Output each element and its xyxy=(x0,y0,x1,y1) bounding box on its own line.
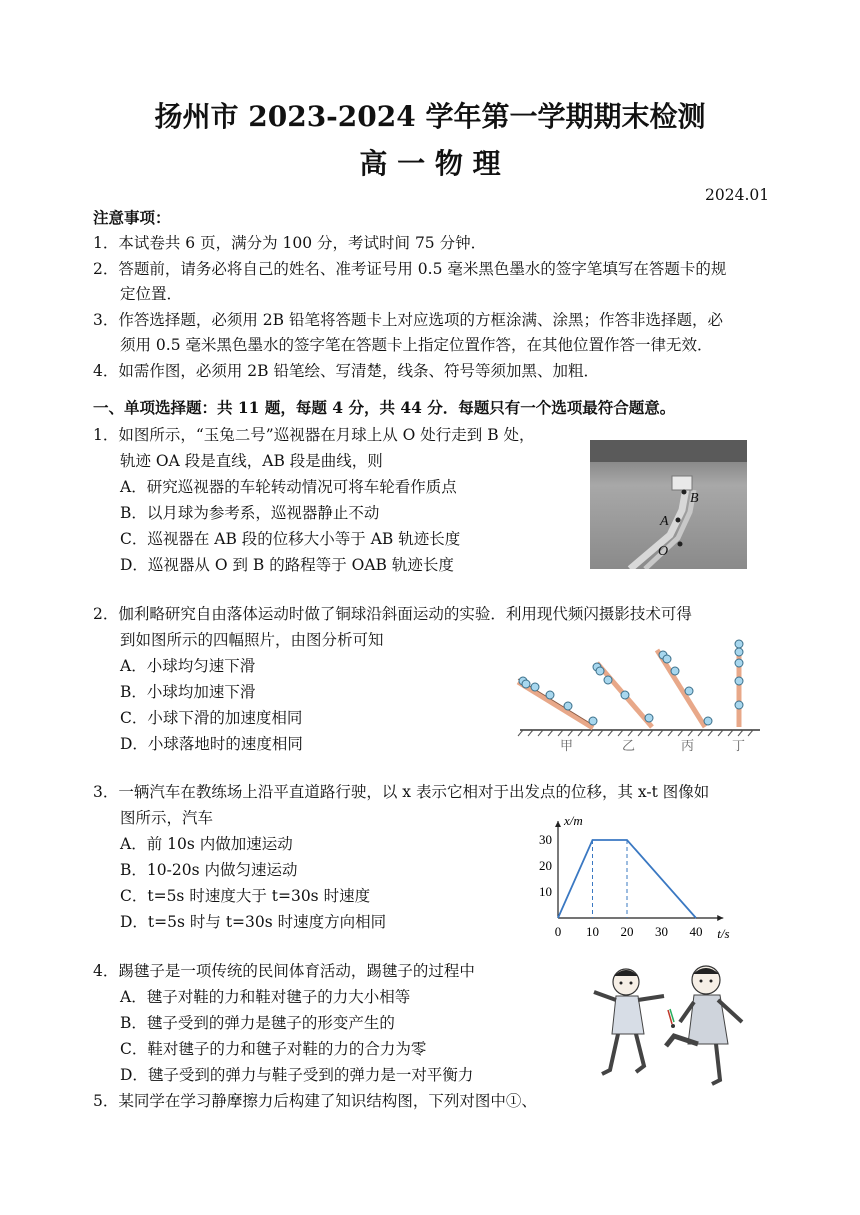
q4-option-d: D．毽子受到的弹力与鞋子受到的弹力是一对平衡力 xyxy=(120,1066,474,1084)
y-tick-label: 10 xyxy=(539,884,552,899)
notice-item: 3．作答选择题，必须用 2B 铅笔将答题卡上对应选项的方框涂满、涂黑；作答非选择题，必 xyxy=(93,311,723,329)
q3-option-a: A．前 10s 内做加速运动 xyxy=(120,835,293,853)
q5-stem: 5．某同学在学习静摩擦力后构建了知识结构图，下列对图中①、 xyxy=(93,1092,537,1110)
shuttlecock-kids-illustration xyxy=(588,962,748,1092)
x-axis-label: t/s xyxy=(717,926,730,941)
q3-option-d: D．t=5s 时与 t=30s 时速度方向相同 xyxy=(120,913,387,931)
x-tick-label: 30 xyxy=(655,924,668,939)
label-a: A xyxy=(660,514,669,529)
lunar-rover-photo xyxy=(590,440,747,569)
label-b: B xyxy=(690,491,699,506)
q2-stem: 2．伽利略研究自由落体运动时做了铜球沿斜面运动的实验．利用现代频闪摄影技术可得 xyxy=(93,605,692,623)
q1-stem: 轨迹 OA 段是直线，AB 段是曲线，则 xyxy=(120,452,383,470)
x-tick-label: 10 xyxy=(586,924,599,939)
q2-option-d: D．小球落地时的速度相同 xyxy=(120,735,303,753)
label-yi: 乙 xyxy=(622,738,636,753)
q1-option-b: B．以月球为参考系，巡视器静止不动 xyxy=(120,504,380,522)
notice-item: 1．本试卷共 6 页，满分为 100 分，考试时间 75 分钟． xyxy=(93,234,487,252)
section-heading: 一、单项选择题：共 11 题，每题 4 分，共 44 分．每题只有一个选项最符合题意。 xyxy=(93,398,676,417)
notice-item: 2．答题前，请务必将自己的姓名、准考证号用 0.5 毫米黑色墨水的签字笔填写在答题卡的规 xyxy=(93,260,727,278)
x-axis-arrow xyxy=(717,915,723,921)
q1-option-a: A．研究巡视器的车轮转动情况可将车轮看作质点 xyxy=(120,478,457,496)
xt-graph xyxy=(530,812,750,947)
label-ding: 丁 xyxy=(732,738,746,753)
q4-stem: 4．踢毽子是一项传统的民间体育活动，踢毽子的过程中 xyxy=(93,962,475,980)
q3-stem: 3．一辆汽车在教练场上沿平直道路行驶，以 x 表示它相对于出发点的位移，其 x-t 图像如 xyxy=(93,783,710,801)
y-axis-label: x/m xyxy=(564,813,583,828)
label-bing: 丙 xyxy=(681,738,695,753)
q1-stem: 1．如图所示，“玉兔二号”巡视器在月球上从 O 处行走到 B 处， xyxy=(93,426,535,444)
q3-option-b: B．10-20s 内做匀速运动 xyxy=(120,861,298,879)
q4-option-a: A．毽子对鞋的力和鞋对毽子的力大小相等 xyxy=(120,988,411,1006)
subject-title: 高 一 物 理 xyxy=(359,147,501,180)
notice-heading: 注意事项： xyxy=(93,208,171,227)
notice-item: 须用 0.5 毫米黑色墨水的签字笔在答题卡上指定位置作答，在其他位置作答一律无效． xyxy=(120,336,713,354)
q3-stem: 图所示，汽车 xyxy=(120,809,214,827)
y-tick-label: 30 xyxy=(539,832,552,847)
notice-item: 定位置． xyxy=(120,285,183,303)
inclined-plane-figure xyxy=(515,635,765,755)
q3-option-c: C．t=5s 时速度大于 t=30s 时速度 xyxy=(120,887,371,905)
notice-item: 4．如需作图，必须用 2B 铅笔绘、写清楚，线条、符号等须加黑、加粗． xyxy=(93,362,599,380)
q2-stem: 到如图所示的四幅照片，由图分析可知 xyxy=(120,631,384,649)
x-tick-label: 40 xyxy=(689,924,703,939)
y-tick-label: 20 xyxy=(539,858,552,873)
exam-date: 2024.01 xyxy=(705,186,770,204)
q4-option-c: C．鞋对毽子的力和毽子对鞋的力的合力为零 xyxy=(120,1040,427,1058)
q2-option-b: B．小球均加速下滑 xyxy=(120,683,256,701)
y-axis-arrow xyxy=(555,821,561,827)
q2-option-c: C．小球下滑的加速度相同 xyxy=(120,709,303,727)
q4-option-b: B．毽子受到的弹力是毽子的形变产生的 xyxy=(120,1014,395,1032)
q1-option-d: D．巡视器从 O 到 B 的路程等于 OAB 轨迹长度 xyxy=(120,556,454,574)
x-tick-label: 20 xyxy=(620,924,634,939)
exam-title: 扬州市 2023-2024 学年第一学期期末检测 xyxy=(154,100,706,133)
label-o: O xyxy=(658,544,669,559)
label-jia: 甲 xyxy=(560,738,574,753)
q1-option-c: C．巡视器在 AB 段的位移大小等于 AB 轨迹长度 xyxy=(120,530,461,548)
q2-option-a: A．小球均匀速下滑 xyxy=(120,657,256,675)
x-tick-label: 0 xyxy=(554,924,562,939)
